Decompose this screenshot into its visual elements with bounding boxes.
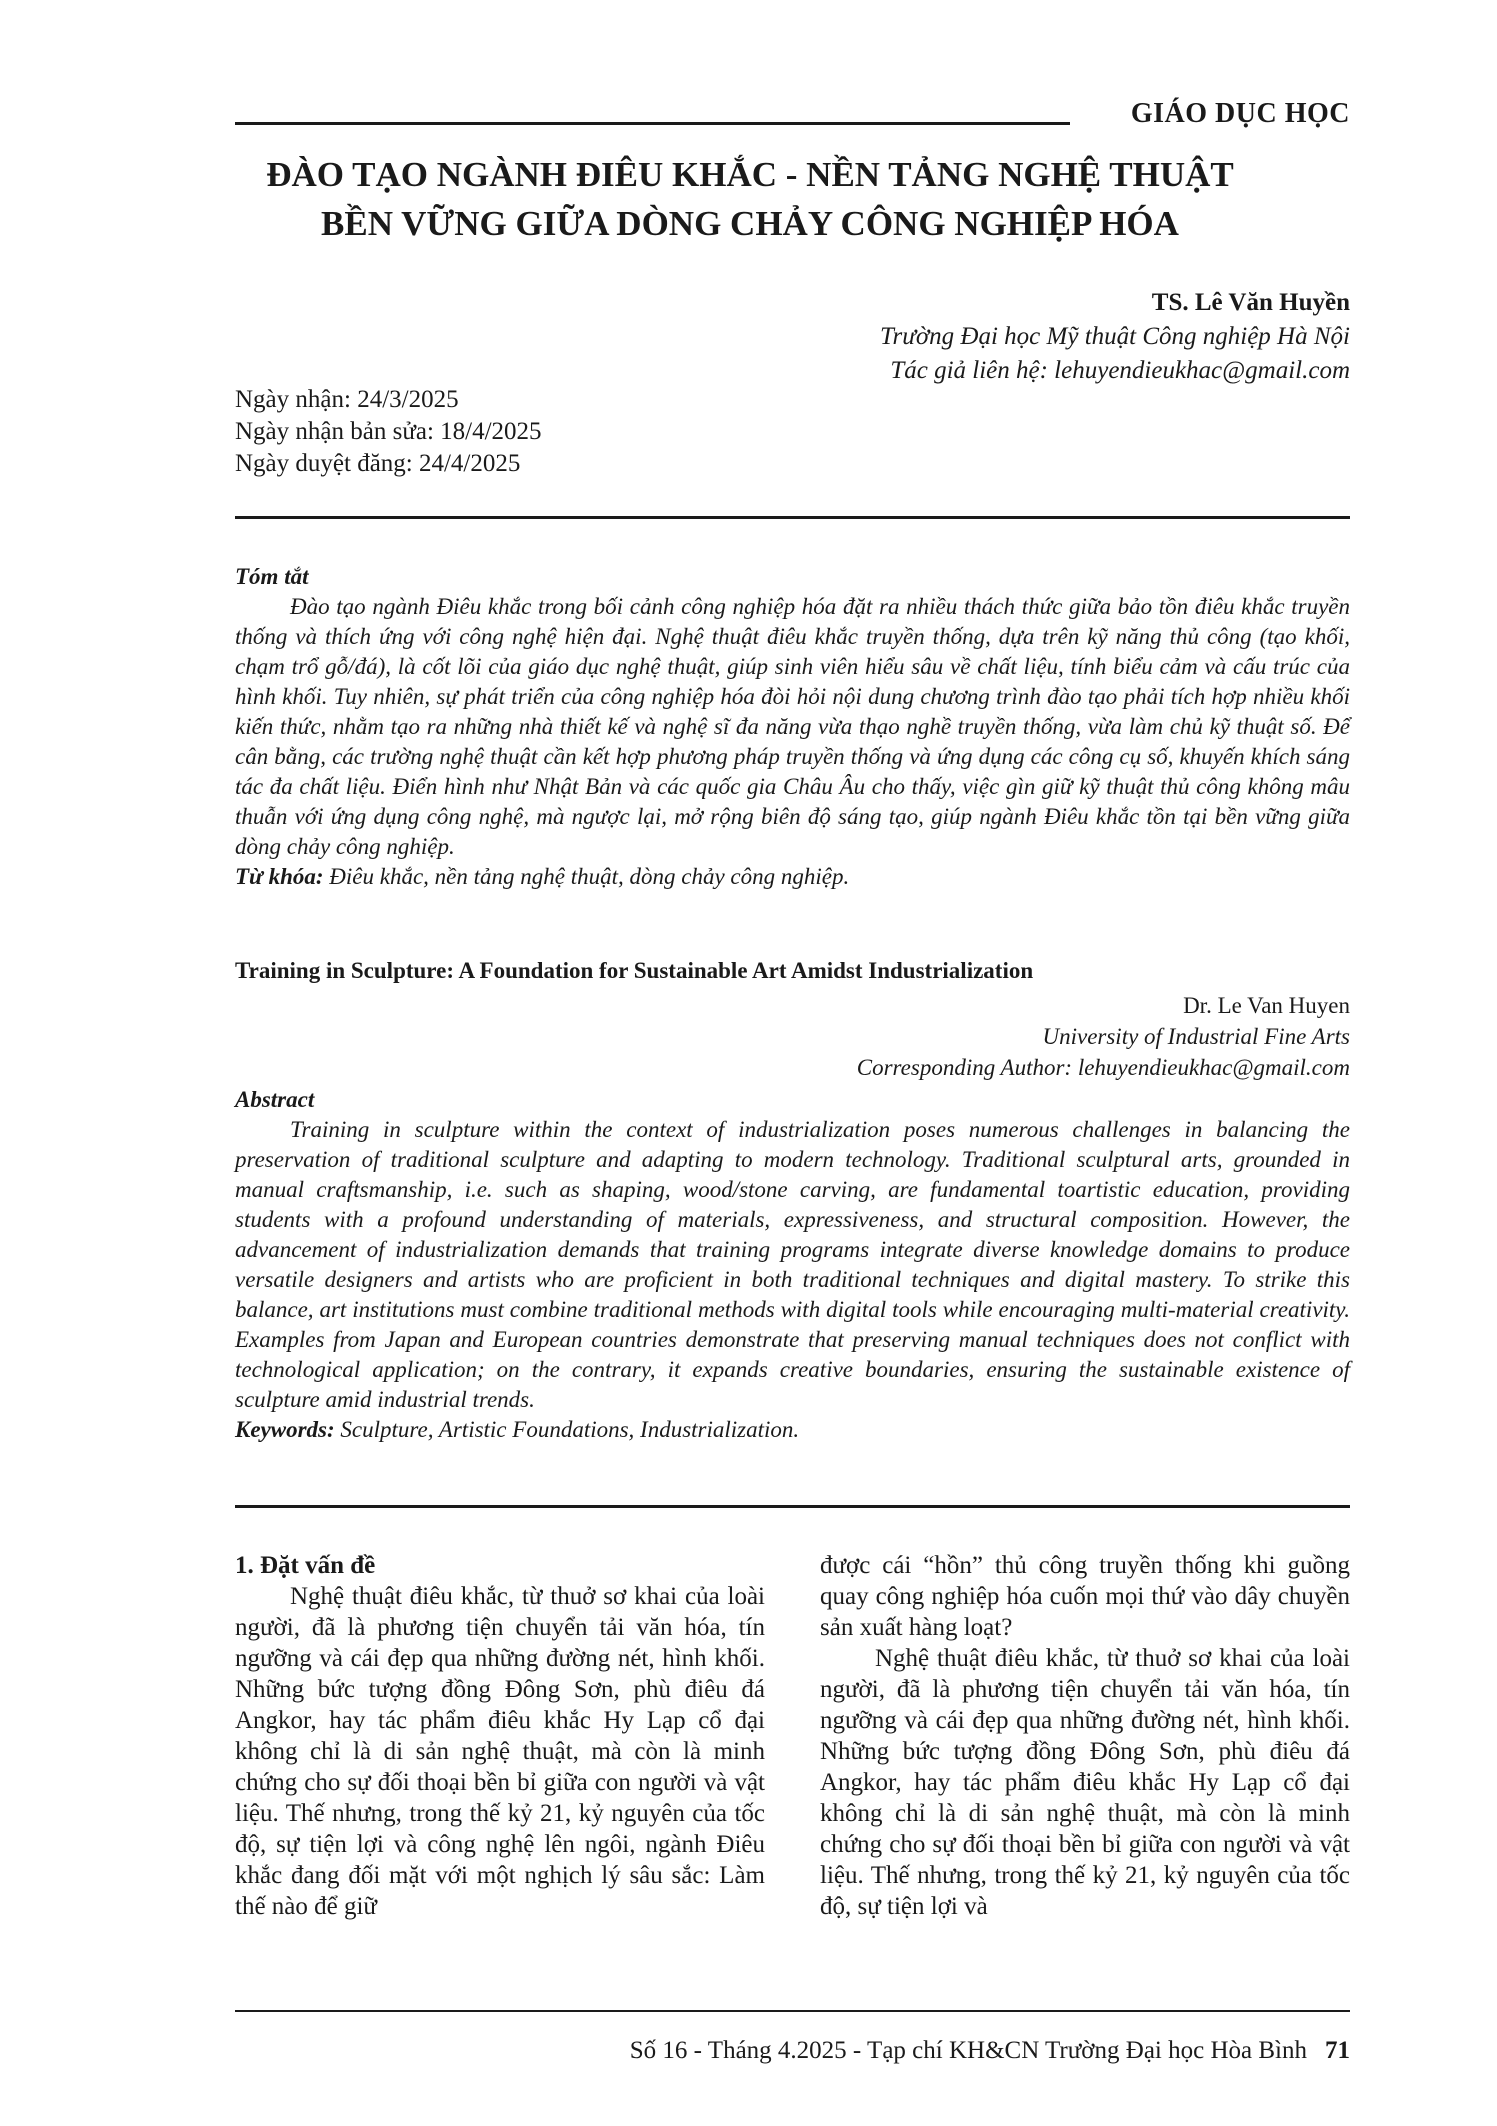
vn-abstract-body: Đào tạo ngành Điêu khắc trong bối cảnh công nghiệp hóa đặt ra nhiều thách thức giữa bảo tồn điêu khắc truyền thống và thích ứng với công nghệ hiện đại. Nghệ thuật điêu khắc truyền thống, dựa trên kỹ năng thủ công (tạo khối, chạm trổ gỗ/đá), là cốt lõi của giáo dục nghệ thuật, giúp sinh viên hiểu sâu về chất liệu, tính biểu cảm và cấu trúc của hình khối. Tuy nhiên, sự phát triển của công nghiệp hóa đòi hỏi nội dung chương trình đào tạo phải tích hợp nhiều khối kiến thức, nhằm tạo ra những nhà thiết kế và nghệ sĩ đa năng vừa thạo nghề truyền thống, vừa làm chủ kỹ thuật số. Để cân bằng, các trường nghệ thuật cần kết hợp phương pháp truyền thống và ứng dụng các công cụ số, khuyến khích sáng tác đa chất liệu. Điển hình như Nhật Bản và các quốc gia Châu Âu cho thấy, việc gìn giữ kỹ thuật thủ công không mâu thuẫn với ứng dụng công nghệ, mà ngược lại, mở rộng biên độ sáng tạo, giúp ngành Điêu khắc tồn tại bền vững giữa dòng chảy công nghiệp.	[235, 594, 1350, 859]
english-affiliation: University of Industrial Fine Arts	[1042, 1024, 1350, 1049]
date-accepted: Ngày duyệt đăng: 24/4/2025	[235, 450, 521, 477]
section-heading: 1. Đặt vấn đề	[235, 1552, 376, 1579]
body-column-right	[820, 1550, 1350, 1922]
author-name: TS. Lê Văn Huyền	[1151, 289, 1350, 316]
en-abstract	[235, 1085, 1350, 1445]
header-rule	[235, 122, 1070, 125]
vn-abstract-heading: Tóm tắt	[235, 564, 309, 589]
article-title	[200, 150, 1300, 248]
body-paragraph: Nghệ thuật điêu khắc, từ thuở sơ khai của loài người, đã là phương tiện chuyển tải văn hóa, tín ngưỡng và cái đẹp qua những đường nét, hình khối. Những bức tượng đồng Đông Sơn, phù điêu đá Angkor, hay tác phẩm điêu khắc Hy Lạp cổ đại không chỉ là di sản nghệ thuật, mà còn là minh chứng cho sự đối thoại bền bỉ giữa con người và vật liệu. Thế nhưng, trong thế kỷ 21, kỷ nguyên của tốc độ, sự tiện lợi và	[820, 1645, 1350, 1920]
english-contact: Corresponding Author: lehuyendieukhac@gmail.com	[856, 1055, 1350, 1080]
page-footer	[630, 2037, 1350, 2065]
divider-bottom	[235, 1505, 1350, 1508]
vn-keywords-label: Từ khóa:	[235, 864, 324, 889]
page-number: 71	[1325, 2037, 1350, 2064]
section-tag: GIÁO DỤC HỌC	[1130, 98, 1350, 129]
vn-keywords	[235, 862, 1350, 892]
en-keywords-label: Keywords:	[235, 1417, 335, 1442]
en-keywords-text: Sculpture, Artistic Foundations, Industrialization.	[334, 1417, 800, 1442]
author-block	[880, 286, 1350, 388]
footer-citation: Số 16 - Tháng 4.2025 - Tạp chí KH&CN Trường Đại học Hòa Bình	[629, 2037, 1307, 2064]
vn-keywords-text: Điêu khắc, nền tảng nghệ thuật, dòng chảy công nghiệp.	[323, 864, 850, 889]
author-affiliation: Trường Đại học Mỹ thuật Công nghiệp Hà Nội	[879, 323, 1350, 350]
vn-abstract	[235, 562, 1350, 892]
en-keywords	[235, 1415, 1350, 1445]
footer-rule	[235, 2010, 1350, 2012]
title-line-1: ĐÀO TẠO NGÀNH ĐIÊU KHẮC - NỀN TẢNG NGHỆ THUẬT	[266, 155, 1234, 194]
en-abstract-body: Training in sculpture within the context of industrialization poses numerous challenges in balancing the preservation of traditional sculpture and adapting to modern technology. Traditional sculptural arts, grounded in manual craftsmanship, i.e. such as shaping, wood/stone carving, are fundamental toartistic education, providing students with a profound understanding of materials, expressiveness, and structural composition. However, the advancement of industrialization demands that training programs integrate diverse knowledge domains to produce versatile designers and artists who are proficient in both traditional techniques and digital mastery. To strike this balance, art institutions must combine traditional methods with digital tools while encouraging multi-material creativity. Examples from Japan and European countries demonstrate that preserving manual techniques does not conflict with technological application; on the contrary, it expands creative boundaries, ensuring the sustainable existence of sculpture amid industrial trends.	[235, 1117, 1350, 1412]
en-abstract-heading: Abstract	[235, 1087, 315, 1112]
english-author-block	[857, 990, 1350, 1083]
body-paragraph-continued: được cái “hồn” thủ công truyền thống khi guồng quay công nghiệp hóa cuốn mọi thứ vào dây chuyền sản xuất hàng loạt?	[820, 1552, 1350, 1641]
date-received: Ngày nhận: 24/3/2025	[235, 386, 459, 413]
body-column-left	[235, 1550, 765, 1922]
english-author-name: Dr. Le Van Huyen	[1183, 993, 1350, 1018]
title-line-2: BỀN VỮNG GIỮA DÒNG CHẢY CÔNG NGHIỆP HÓA	[321, 204, 1179, 243]
author-contact: Tác giả liên hệ: lehuyendieukhac@gmail.com	[890, 357, 1350, 384]
body-paragraph: Nghệ thuật điêu khắc, từ thuở sơ khai của loài người, đã là phương tiện chuyển tải văn hóa, tín ngưỡng và cái đẹp qua những đường nét, hình khối. Những bức tượng đồng Đông Sơn, phù điêu đá Angkor, hay tác phẩm điêu khắc Hy Lạp cổ đại không chỉ là di sản nghệ thuật, mà còn là minh chứng cho sự đối thoại bền bỉ giữa con người và vật liệu. Thế nhưng, trong thế kỷ 21, kỷ nguyên của tốc độ, sự tiện lợi và công nghệ lên ngôi, ngành Điêu khắc đang đối mặt với một nghịch lý sâu sắc: Làm thế nào để giữ	[235, 1583, 765, 1920]
date-revised: Ngày nhận bản sửa: 18/4/2025	[235, 418, 542, 445]
english-title: Training in Sculpture: A Foundation for Sustainable Art Amidst Industrialization	[235, 958, 1034, 983]
divider-top	[235, 516, 1350, 519]
article-dates	[235, 384, 542, 480]
